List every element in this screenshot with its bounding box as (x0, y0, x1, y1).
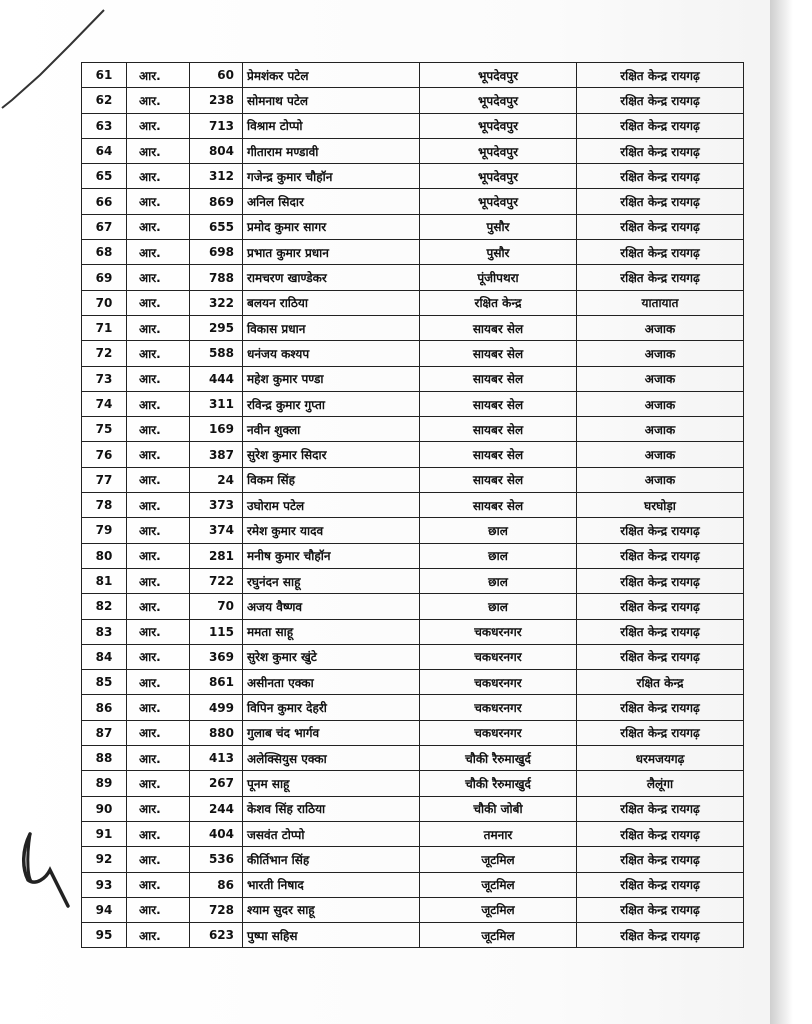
new-posting-cell: रक्षित केन्द्र रायगढ़ (577, 63, 744, 88)
rank-cell: आर. (127, 493, 190, 518)
badge-number-cell: 713 (190, 113, 243, 138)
employee-name-cell: मनीष कुमार चौहॉन (243, 543, 420, 568)
rank-cell: आर. (127, 265, 190, 290)
badge-number-cell: 804 (190, 138, 243, 163)
serial-number-cell: 90 (82, 796, 127, 821)
table-row (82, 240, 744, 265)
table-row (82, 644, 744, 669)
current-posting-cell: पुसौर (420, 214, 577, 239)
current-posting-cell: छाल (420, 568, 577, 593)
badge-number-cell: 369 (190, 644, 243, 669)
table-row (82, 63, 744, 88)
new-posting-cell: रक्षित केन्द्र रायगढ़ (577, 189, 744, 214)
new-posting-cell: रक्षित केन्द्र रायगढ़ (577, 923, 744, 948)
employee-name-cell: विपिन कुमार देहरी (243, 695, 420, 720)
rank-cell: आर. (127, 695, 190, 720)
new-posting-cell: रक्षित केन्द्र रायगढ़ (577, 214, 744, 239)
serial-number-cell: 84 (82, 644, 127, 669)
rank-cell: आर. (127, 796, 190, 821)
table-row (82, 720, 744, 745)
new-posting-cell: रक्षित केन्द्र रायगढ़ (577, 619, 744, 644)
page-edge-shadow (770, 0, 812, 1024)
badge-number-cell: 281 (190, 543, 243, 568)
table-row (82, 290, 744, 315)
new-posting-cell: रक्षित केन्द्र रायगढ़ (577, 695, 744, 720)
employee-name-cell: पूनम साहू (243, 771, 420, 796)
rank-cell: आर. (127, 341, 190, 366)
employee-name-cell: गजेन्द्र कुमार चौहॉन (243, 164, 420, 189)
employee-name-cell: भारती निषाद (243, 872, 420, 897)
rank-cell: आर. (127, 872, 190, 897)
table-row (82, 315, 744, 340)
rank-cell: आर. (127, 315, 190, 340)
employee-name-cell: प्रेमशंकर पटेल (243, 63, 420, 88)
badge-number-cell: 536 (190, 847, 243, 872)
rank-cell: आर. (127, 746, 190, 771)
current-posting-cell: जूटमिल (420, 872, 577, 897)
current-posting-cell: चकधरनगर (420, 720, 577, 745)
badge-number-cell: 244 (190, 796, 243, 821)
serial-number-cell: 93 (82, 872, 127, 897)
serial-number-cell: 82 (82, 594, 127, 619)
badge-number-cell: 374 (190, 518, 243, 543)
table-row (82, 113, 744, 138)
rank-cell: आर. (127, 644, 190, 669)
new-posting-cell: रक्षित केन्द्र रायगढ़ (577, 543, 744, 568)
new-posting-cell: घरघोड़ा (577, 493, 744, 518)
current-posting-cell: तमनार (420, 821, 577, 846)
serial-number-cell: 75 (82, 417, 127, 442)
rank-cell: आर. (127, 391, 190, 416)
new-posting-cell: रक्षित केन्द्र रायगढ़ (577, 897, 744, 922)
serial-number-cell: 71 (82, 315, 127, 340)
table-row (82, 391, 744, 416)
table-row (82, 670, 744, 695)
employee-name-cell: जसवंत टोप्पो (243, 821, 420, 846)
new-posting-cell: अजाक (577, 417, 744, 442)
new-posting-cell: अजाक (577, 391, 744, 416)
current-posting-cell: पुसौर (420, 240, 577, 265)
current-posting-cell: भूपदेवपुर (420, 189, 577, 214)
employee-name-cell: उघोराम पटेल (243, 493, 420, 518)
table-row (82, 872, 744, 897)
table-row (82, 923, 744, 948)
table-row (82, 467, 744, 492)
badge-number-cell: 698 (190, 240, 243, 265)
table-row (82, 821, 744, 846)
serial-number-cell: 87 (82, 720, 127, 745)
new-posting-cell: रक्षित केन्द्र रायगढ़ (577, 872, 744, 897)
rank-cell: आर. (127, 63, 190, 88)
badge-number-cell: 115 (190, 619, 243, 644)
rank-cell: आर. (127, 619, 190, 644)
employee-name-cell: रामचरण खाण्डेकर (243, 265, 420, 290)
employee-name-cell: अनिल सिदार (243, 189, 420, 214)
new-posting-cell: रक्षित केन्द्र रायगढ़ (577, 518, 744, 543)
serial-number-cell: 62 (82, 88, 127, 113)
badge-number-cell: 444 (190, 366, 243, 391)
serial-number-cell: 73 (82, 366, 127, 391)
current-posting-cell: रक्षित केन्द्र (420, 290, 577, 315)
employee-name-cell: नवीन शुक्ला (243, 417, 420, 442)
badge-number-cell: 267 (190, 771, 243, 796)
badge-number-cell: 623 (190, 923, 243, 948)
serial-number-cell: 79 (82, 518, 127, 543)
employee-name-cell: रघुनंदन साहू (243, 568, 420, 593)
serial-number-cell: 85 (82, 670, 127, 695)
table-row (82, 771, 744, 796)
employee-name-cell: सुरेश कुमार सिदार (243, 442, 420, 467)
rank-cell: आर. (127, 594, 190, 619)
rank-cell: आर. (127, 847, 190, 872)
serial-number-cell: 72 (82, 341, 127, 366)
current-posting-cell: चकधरनगर (420, 644, 577, 669)
employee-name-cell: गीताराम मण्डावी (243, 138, 420, 163)
employee-name-cell: बलयन राठिया (243, 290, 420, 315)
current-posting-cell: सायबर सेल (420, 442, 577, 467)
current-posting-cell: सायबर सेल (420, 315, 577, 340)
new-posting-cell: रक्षित केन्द्र रायगढ़ (577, 88, 744, 113)
employee-name-cell: प्रभात कुमार प्रधान (243, 240, 420, 265)
serial-number-cell: 63 (82, 113, 127, 138)
table-row (82, 138, 744, 163)
new-posting-cell: अजाक (577, 341, 744, 366)
new-posting-cell: रक्षित केन्द्र रायगढ़ (577, 720, 744, 745)
current-posting-cell: छाल (420, 594, 577, 619)
badge-number-cell: 869 (190, 189, 243, 214)
badge-number-cell: 728 (190, 897, 243, 922)
employee-name-cell: सोमनाथ पटेल (243, 88, 420, 113)
new-posting-cell: रक्षित केन्द्र रायगढ़ (577, 265, 744, 290)
new-posting-cell: रक्षित केन्द्र रायगढ़ (577, 568, 744, 593)
new-posting-cell: रक्षित केन्द्र रायगढ़ (577, 594, 744, 619)
badge-number-cell: 312 (190, 164, 243, 189)
new-posting-cell: धरमजयगढ़ (577, 746, 744, 771)
table-row (82, 442, 744, 467)
serial-number-cell: 64 (82, 138, 127, 163)
employee-name-cell: विकास प्रधान (243, 315, 420, 340)
serial-number-cell: 81 (82, 568, 127, 593)
badge-number-cell: 311 (190, 391, 243, 416)
serial-number-cell: 74 (82, 391, 127, 416)
badge-number-cell: 655 (190, 214, 243, 239)
table-row (82, 493, 744, 518)
employee-name-cell: ममता साहू (243, 619, 420, 644)
badge-number-cell: 238 (190, 88, 243, 113)
new-posting-cell: रक्षित केन्द्र (577, 670, 744, 695)
rank-cell: आर. (127, 771, 190, 796)
rank-cell: आर. (127, 670, 190, 695)
current-posting-cell: चकधरनगर (420, 695, 577, 720)
serial-number-cell: 89 (82, 771, 127, 796)
new-posting-cell: लैलूंगा (577, 771, 744, 796)
rank-cell: आर. (127, 138, 190, 163)
current-posting-cell: सायबर सेल (420, 493, 577, 518)
badge-number-cell: 499 (190, 695, 243, 720)
serial-number-cell: 66 (82, 189, 127, 214)
new-posting-cell: अजाक (577, 315, 744, 340)
table-row (82, 543, 744, 568)
current-posting-cell: भूपदेवपुर (420, 113, 577, 138)
table-row (82, 746, 744, 771)
serial-number-cell: 83 (82, 619, 127, 644)
current-posting-cell: सायबर सेल (420, 366, 577, 391)
badge-number-cell: 387 (190, 442, 243, 467)
transfer-list-table (81, 62, 744, 948)
current-posting-cell: जूटमिल (420, 897, 577, 922)
new-posting-cell: रक्षित केन्द्र रायगढ़ (577, 821, 744, 846)
serial-number-cell: 61 (82, 63, 127, 88)
serial-number-cell: 95 (82, 923, 127, 948)
badge-number-cell: 404 (190, 821, 243, 846)
rank-cell: आर. (127, 290, 190, 315)
serial-number-cell: 92 (82, 847, 127, 872)
current-posting-cell: चौकी रैरुमाखुर्द (420, 771, 577, 796)
current-posting-cell: भूपदेवपुर (420, 138, 577, 163)
rank-cell: आर. (127, 720, 190, 745)
badge-number-cell: 86 (190, 872, 243, 897)
employee-name-cell: गुलाब चंद भार्गव (243, 720, 420, 745)
current-posting-cell: भूपदेवपुर (420, 63, 577, 88)
current-posting-cell: सायबर सेल (420, 391, 577, 416)
table-row (82, 88, 744, 113)
rank-cell: आर. (127, 923, 190, 948)
employee-name-cell: केशव सिंह राठिया (243, 796, 420, 821)
employee-name-cell: विकम सिंह (243, 467, 420, 492)
table-row (82, 847, 744, 872)
rank-cell: आर. (127, 543, 190, 568)
table-row (82, 619, 744, 644)
new-posting-cell: रक्षित केन्द्र रायगढ़ (577, 113, 744, 138)
badge-number-cell: 295 (190, 315, 243, 340)
badge-number-cell: 788 (190, 265, 243, 290)
serial-number-cell: 86 (82, 695, 127, 720)
employee-name-cell: रमेश कुमार यादव (243, 518, 420, 543)
new-posting-cell: रक्षित केन्द्र रायगढ़ (577, 138, 744, 163)
current-posting-cell: सायबर सेल (420, 341, 577, 366)
serial-number-cell: 77 (82, 467, 127, 492)
rank-cell: आर. (127, 366, 190, 391)
serial-number-cell: 80 (82, 543, 127, 568)
current-posting-cell: भूपदेवपुर (420, 88, 577, 113)
handwritten-initial (16, 820, 86, 910)
rank-cell: आर. (127, 189, 190, 214)
employee-name-cell: रविन्द्र कुमार गुप्ता (243, 391, 420, 416)
employee-name-cell: प्रमोद कुमार सागर (243, 214, 420, 239)
table-row (82, 214, 744, 239)
serial-number-cell: 78 (82, 493, 127, 518)
table-row (82, 897, 744, 922)
rank-cell: आर. (127, 214, 190, 239)
rank-cell: आर. (127, 821, 190, 846)
table-row (82, 164, 744, 189)
badge-number-cell: 861 (190, 670, 243, 695)
new-posting-cell: अजाक (577, 467, 744, 492)
rank-cell: आर. (127, 417, 190, 442)
employee-name-cell: सुरेश कुमार खुंटे (243, 644, 420, 669)
current-posting-cell: जूटमिल (420, 923, 577, 948)
serial-number-cell: 94 (82, 897, 127, 922)
table-row (82, 796, 744, 821)
rank-cell: आर. (127, 467, 190, 492)
current-posting-cell: चौकी रैरुमाखुर्द (420, 746, 577, 771)
new-posting-cell: रक्षित केन्द्र रायगढ़ (577, 847, 744, 872)
table-row (82, 341, 744, 366)
badge-number-cell: 322 (190, 290, 243, 315)
current-posting-cell: सायबर सेल (420, 417, 577, 442)
current-posting-cell: छाल (420, 543, 577, 568)
serial-number-cell: 76 (82, 442, 127, 467)
current-posting-cell: सायबर सेल (420, 467, 577, 492)
badge-number-cell: 722 (190, 568, 243, 593)
badge-number-cell: 60 (190, 63, 243, 88)
current-posting-cell: भूपदेवपुर (420, 164, 577, 189)
rank-cell: आर. (127, 113, 190, 138)
serial-number-cell: 68 (82, 240, 127, 265)
current-posting-cell: चकधरनगर (420, 670, 577, 695)
employee-name-cell: अलेक्सियुस एक्का (243, 746, 420, 771)
badge-number-cell: 880 (190, 720, 243, 745)
table-row (82, 695, 744, 720)
employee-name-cell: धनंजय कश्यप (243, 341, 420, 366)
rank-cell: आर. (127, 164, 190, 189)
rank-cell: आर. (127, 897, 190, 922)
serial-number-cell: 91 (82, 821, 127, 846)
employee-name-cell: असीनता एक्का (243, 670, 420, 695)
rank-cell: आर. (127, 442, 190, 467)
table-row (82, 366, 744, 391)
current-posting-cell: पूंजीपथरा (420, 265, 577, 290)
table-row (82, 417, 744, 442)
new-posting-cell: रक्षित केन्द्र रायगढ़ (577, 796, 744, 821)
badge-number-cell: 70 (190, 594, 243, 619)
employee-name-cell: श्याम सुदर साहू (243, 897, 420, 922)
rank-cell: आर. (127, 240, 190, 265)
new-posting-cell: रक्षित केन्द्र रायगढ़ (577, 644, 744, 669)
table-row (82, 568, 744, 593)
employee-name-cell: महेश कुमार पण्डा (243, 366, 420, 391)
employee-name-cell: विश्राम टोप्पो (243, 113, 420, 138)
rank-cell: आर. (127, 568, 190, 593)
employee-name-cell: कीर्तिभान सिंह (243, 847, 420, 872)
serial-number-cell: 67 (82, 214, 127, 239)
badge-number-cell: 588 (190, 341, 243, 366)
new-posting-cell: रक्षित केन्द्र रायगढ़ (577, 240, 744, 265)
badge-number-cell: 413 (190, 746, 243, 771)
table-row (82, 518, 744, 543)
new-posting-cell: अजाक (577, 442, 744, 467)
employee-name-cell: अजय वैष्णव (243, 594, 420, 619)
current-posting-cell: छाल (420, 518, 577, 543)
serial-number-cell: 70 (82, 290, 127, 315)
employee-name-cell: पुष्पा सहिस (243, 923, 420, 948)
rank-cell: आर. (127, 88, 190, 113)
badge-number-cell: 169 (190, 417, 243, 442)
rank-cell: आर. (127, 518, 190, 543)
table-row (82, 189, 744, 214)
new-posting-cell: यातायात (577, 290, 744, 315)
current-posting-cell: जूटमिल (420, 847, 577, 872)
serial-number-cell: 69 (82, 265, 127, 290)
current-posting-cell: चौकी जोबी (420, 796, 577, 821)
new-posting-cell: अजाक (577, 366, 744, 391)
badge-number-cell: 373 (190, 493, 243, 518)
table-row (82, 594, 744, 619)
current-posting-cell: चकधरनगर (420, 619, 577, 644)
badge-number-cell: 24 (190, 467, 243, 492)
new-posting-cell: रक्षित केन्द्र रायगढ़ (577, 164, 744, 189)
serial-number-cell: 88 (82, 746, 127, 771)
table-row (82, 265, 744, 290)
serial-number-cell: 65 (82, 164, 127, 189)
